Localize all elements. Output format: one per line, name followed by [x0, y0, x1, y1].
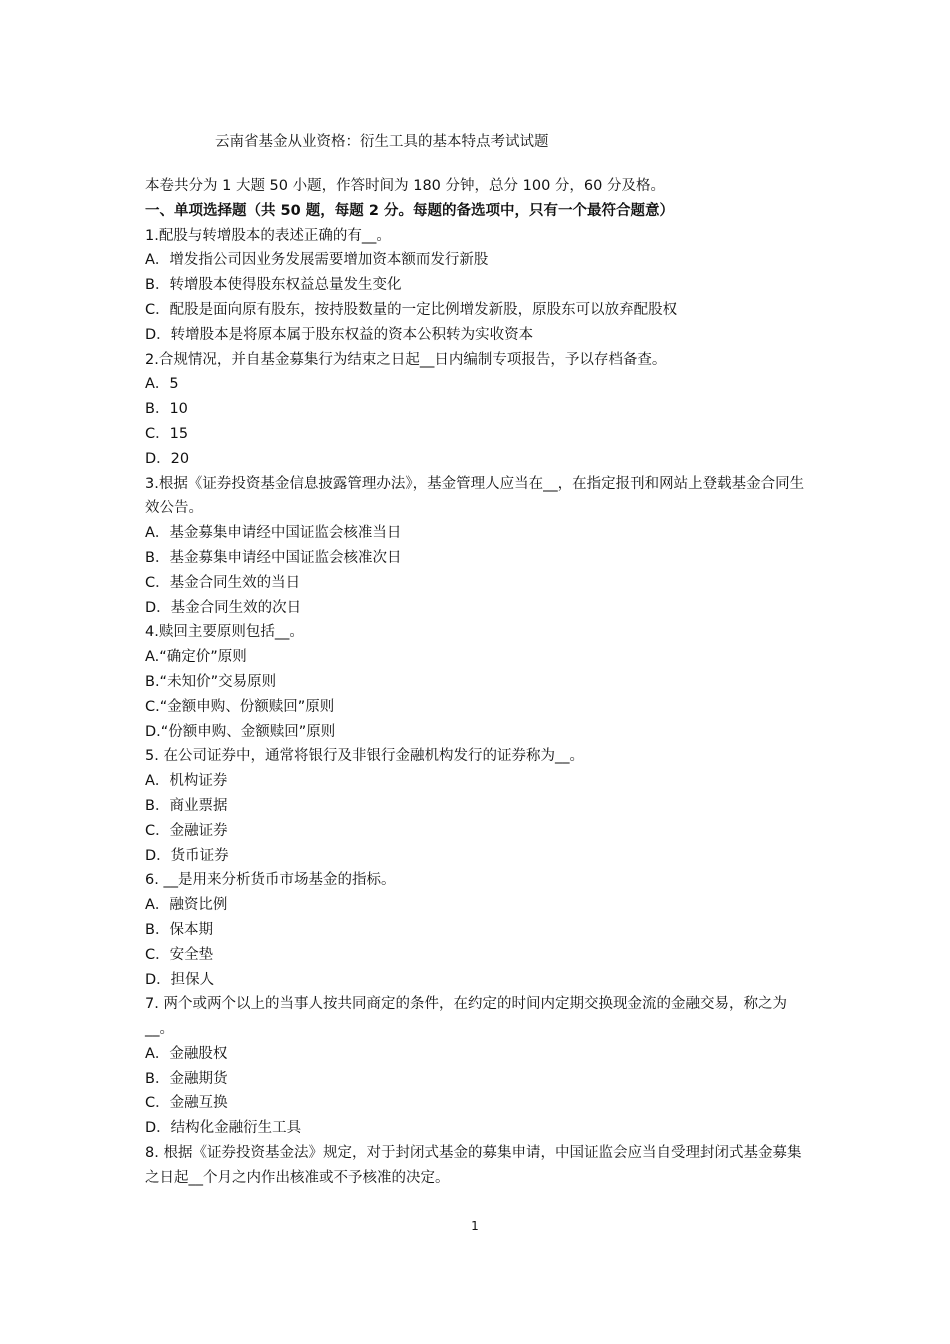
question-4-option-a: A.“确定价”原则 [145, 649, 247, 666]
question-6-option-b: B．保本期 [145, 921, 213, 938]
question-2-option-b: B．10 [145, 401, 188, 418]
question-5-option-c: C．金融证券 [145, 822, 228, 839]
question-3-option-c: C．基金合同生效的当日 [145, 574, 301, 591]
question-5-text: 5. 在公司证券中，通常将银行及非银行金融机构发行的证券称为__。 [145, 748, 584, 765]
exam-intro: 本卷共分为 1 大题 50 小题，作答时间为 180 分钟，总分 100 分，60 分及格。 [145, 178, 665, 194]
section-heading: 一、单项选择题（共 50 题，每题 2 分。每题的备选项中，只有一个最符合题意） [145, 202, 674, 219]
question-4-option-d: D.“份额申购、金额赎回”原则 [145, 723, 336, 740]
question-7-option-a: A．金融股权 [145, 1045, 228, 1062]
question-3-option-b: B．基金募集申请经中国证监会核准次日 [145, 549, 402, 566]
question-2-option-d: D．20 [145, 450, 190, 467]
question-1-option-a: A．增发指公司因业务发展需要增加资本额而发行新股 [145, 252, 489, 269]
question-2-option-a: A．5 [145, 376, 179, 393]
question-1-option-b: B．转增股本使得股东权益总量发生变化 [145, 277, 402, 294]
question-8-text: 8. 根据《证券投资基金法》规定，对于封闭式基金的募集申请，中国证监会应当自受理封闭式基金募集之日起__个月之内作出核准或不予核准的决定。 [145, 1145, 802, 1186]
document-title: 云南省基金从业资格：衍生工具的基本特点考试试题 [215, 134, 549, 150]
page-number: 1 [471, 1219, 479, 1233]
question-5-option-a: A．机构证券 [145, 773, 228, 790]
question-3-option-a: A．基金募集申请经中国证监会核准当日 [145, 525, 402, 542]
question-7-option-c: C．金融互换 [145, 1095, 228, 1112]
question-3-text: 3.根据《证券投资基金信息披露管理办法》，基金管理人应当在__，在指定报刊和网站上登载基金合同生效公告。 [145, 475, 805, 517]
document-body [145, 174, 810, 1191]
question-2-option-c: C．15 [145, 425, 189, 442]
question-5-option-b: B．商业票据 [145, 797, 228, 814]
question-4-text: 4.赎回主要原则包括__。 [145, 624, 304, 641]
question-1-text: 1.配股与转增股本的表述正确的有__。 [145, 227, 391, 244]
question-5-option-d: D．货币证券 [145, 847, 229, 864]
question-4-option-b: B.“未知价”交易原则 [145, 673, 277, 690]
question-6-option-d: D．担保人 [145, 971, 215, 988]
question-1-option-c: C．配股是面向原有股东，按持股数量的一定比例增发新股，原股东可以放弃配股权 [145, 301, 678, 318]
question-6-option-a: A．融资比例 [145, 897, 228, 914]
question-7-text: 7. 两个或两个以上的当事人按共同商定的条件，在约定的时间内定期交换现金流的金融交易，称之为__。 [145, 996, 787, 1038]
question-7-option-d: D．结构化金融衍生工具 [145, 1120, 302, 1137]
question-1-option-d: D．转增股本是将原本属于股东权益的资本公积转为实收资本 [145, 326, 534, 343]
question-2-text: 2.合规情况，并自基金募集行为结束之日起__日内编制专项报告，予以存档备查。 [145, 351, 667, 368]
question-3-option-d: D．基金合同生效的次日 [145, 599, 302, 616]
question-6-text: 6. __是用来分析货币市场基金的指标。 [145, 872, 396, 889]
question-7-option-b: B．金融期货 [145, 1070, 228, 1087]
question-4-option-c: C.“金额申购、份额赎回”原则 [145, 698, 335, 715]
question-6-option-c: C．安全垫 [145, 946, 214, 963]
